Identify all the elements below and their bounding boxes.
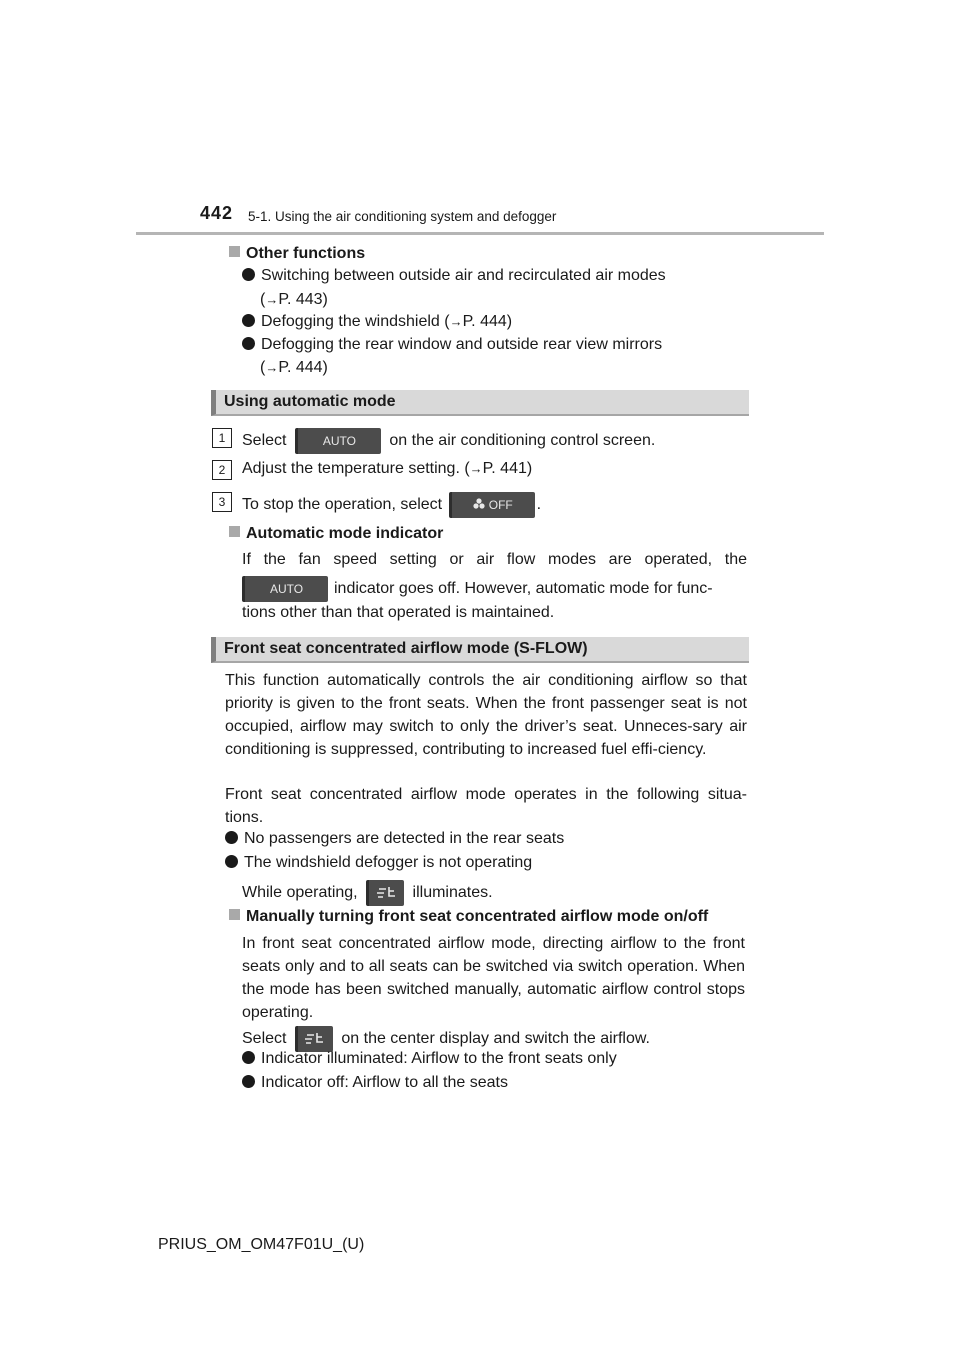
step-1: Select AUTO on the air conditioning control screen. <box>242 428 655 454</box>
bullet-icon <box>225 855 238 868</box>
sflow-bullet-4: Indicator off: Airflow to all the seats <box>242 1073 508 1093</box>
select-sflow-line: Select on the center display and switch the airflow. <box>242 1026 650 1052</box>
header-rule <box>136 232 824 235</box>
sflow-paragraph-1: This function automatically controls the air conditioning airflow so that priority is given to the front seats. When the front passenger seat is not occupied, airflow may switch to only the driver’s seat. Unneces-sary air conditioning is suppressed, contributing to increased fuel effi-ciency. <box>225 672 747 758</box>
other-functions-title: Other functions <box>229 244 365 264</box>
sflow-while-operating: While operating, illuminates. <box>242 880 493 906</box>
auto-button[interactable]: AUTO <box>295 428 381 454</box>
step-1-number: 1 <box>212 428 232 448</box>
sflow-bullet-1: No passengers are detected in the rear seats <box>225 829 564 849</box>
sflow-heading: Front seat concentrated airflow mode (S-FLOW) <box>211 637 749 663</box>
other-functions-item-3-ref: (→P. 444) <box>260 359 328 376</box>
seat-airflow-icon <box>303 1030 327 1046</box>
sflow-indicator <box>366 880 404 906</box>
sflow-bullet-2: The windshield defogger is not operating <box>225 853 532 873</box>
square-bullet-icon <box>229 526 240 537</box>
other-functions-item-3: Defogging the rear window and outside rear view mirrors <box>242 335 662 355</box>
sflow-bullet-3: Indicator illuminated: Airflow to the front seats only <box>242 1049 617 1069</box>
section-title: 5-1. Using the air conditioning system and defogger <box>248 209 557 224</box>
right-arrow-icon: → <box>265 360 279 375</box>
auto-mode-heading: Using automatic mode <box>211 390 749 416</box>
auto-indicator-line-2: AUTO indicator goes off. However, automatic mode for func- <box>242 576 747 602</box>
right-arrow-icon: → <box>449 314 463 329</box>
seat-airflow-icon <box>375 884 399 900</box>
manual-sflow-title: Manually turning front seat concentrated airflow mode on/off <box>229 907 708 927</box>
fan-off-button[interactable] <box>449 492 535 518</box>
other-functions-item-2: Defogging the windshield (→P. 444) <box>242 312 512 332</box>
bullet-icon <box>242 1051 255 1064</box>
bullet-icon <box>242 1075 255 1088</box>
manual-sflow-paragraph: In front seat concentrated airflow mode, directing airflow to the front seats only and to all seats can be switched via switch operation. When the mode has been switched manually, automatic airflow control stops operating. <box>242 935 745 1021</box>
other-functions-item-1-ref: (→P. 443) <box>260 291 328 308</box>
fan-icon <box>473 498 485 510</box>
step-2-number: 2 <box>212 460 232 480</box>
auto-indicator: AUTO <box>242 576 328 602</box>
auto-indicator-line-1: If the fan speed setting or air flow modes are operated, the <box>242 551 747 568</box>
bullet-icon <box>242 337 255 350</box>
right-arrow-icon: → <box>265 292 279 307</box>
bullet-icon <box>242 268 255 281</box>
sflow-paragraph-2: Front seat concentrated airflow mode operates in the following situa-tions. <box>225 786 747 826</box>
page-number: 442 <box>200 203 234 223</box>
other-functions-item-1: Switching between outside air and recirculated air modes <box>242 266 666 286</box>
off-label: OFF <box>488 498 513 512</box>
step-2: Adjust the temperature setting. (→P. 441) <box>242 460 533 477</box>
bullet-icon <box>242 314 255 327</box>
document-code: PRIUS_OM_OM47F01U_(U) <box>158 1236 365 1253</box>
step-3-number: 3 <box>212 492 232 512</box>
square-bullet-icon <box>229 246 240 257</box>
auto-indicator-line-3: tions other than that operated is maintained. <box>242 604 555 621</box>
square-bullet-icon <box>229 909 240 920</box>
step-3: To stop the operation, select OFF . <box>242 492 541 518</box>
right-arrow-icon: → <box>469 461 483 476</box>
bullet-icon <box>225 831 238 844</box>
auto-indicator-title: Automatic mode indicator <box>229 524 443 544</box>
